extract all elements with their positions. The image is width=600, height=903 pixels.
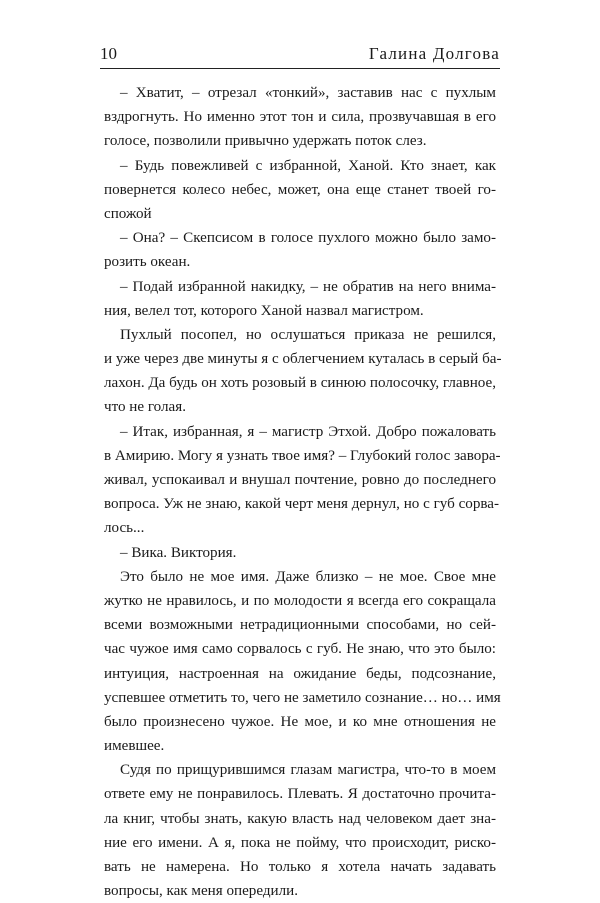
text-line: жутко не нравилось, и по молодости я всегда его сокращала	[104, 592, 496, 609]
text-line: было произнесено чужое. Не мое, и ко мне отношения не	[104, 713, 496, 730]
text-line: вопроса. Уж не знаю, какой черт меня дернул, но с губ сорва-	[104, 496, 500, 513]
text-line: ния, велел тот, которого Ханой назвал магистром.	[104, 302, 424, 319]
text-line: спожой	[104, 205, 152, 222]
text-line: живал, успокаивал и внушал почтение, ровно до последнего	[104, 472, 496, 488]
text-line: и уже через две минуты я с облегчением куталась в серый ба-	[104, 351, 502, 368]
text-line: вопросы, как меня опередили.	[104, 883, 298, 900]
text-line: – Она? – Скепсисом в голосе пухлого можно было замо-	[120, 230, 496, 247]
text-line: – Подай избранной накидку, – не обратив на него внима-	[120, 278, 496, 295]
text-line: лось...	[104, 520, 145, 537]
text-line: – Итак, избранная, я – магистр Этхой. Добро пожаловать	[120, 423, 496, 440]
text-line: ние его имени. А я, пока не пойму, что происходит, риско-	[104, 834, 496, 851]
running-title-author: Галина Долгова	[368, 44, 500, 63]
text-line: розить океан.	[104, 254, 191, 271]
text-line: что не голая.	[104, 399, 186, 416]
page-header	[100, 44, 500, 69]
text-line: Пухлый посопел, но ослушаться приказа не решился,	[120, 326, 496, 343]
text-line: – Вика. Виктория.	[120, 544, 237, 561]
text-line: ответе ему не понравилось. Плевать. Я достаточно прочита-	[104, 786, 496, 803]
text-line: имевшее.	[104, 738, 165, 755]
text-line: Это было не мое имя. Даже близко – не мое. Свое мне	[120, 568, 496, 585]
text-line: всеми возможными нетрадиционными способами, но сей-	[104, 617, 496, 634]
text-line: голосе, позволили привычно удержать поток слез.	[104, 133, 427, 150]
text-line: повернется колесо небес, может, она еще станет твоей го-	[104, 181, 496, 198]
body-text	[104, 81, 502, 903]
text-line: вздрогнуть. Но именно этот тон и сила, прозвучавшая в его	[104, 109, 496, 126]
text-line: в Амирию. Могу я узнать твое имя? – Глубокий голос завора-	[104, 447, 501, 464]
text-line: успевшее отметить то, чего не заметило сознание… но… имя	[104, 689, 501, 706]
text-line: – Хватит, – отрезал «тонкий», заставив нас с пухлым	[120, 85, 496, 101]
text-line: ла книг, чтобы знать, какую власть над человеком дает зна-	[104, 810, 496, 827]
text-line: интуиция, настроенная на ожидание беды, подсознание,	[104, 665, 496, 682]
text-line: вать не намерена. Но только я хотела начать задавать	[104, 859, 496, 875]
page-number: 10	[100, 44, 117, 63]
text-line: час чужое имя само сорвалось с губ. Не знаю, что это было:	[104, 641, 496, 658]
text-line: – Будь повежливей с избранной, Ханой. Кто знает, как	[120, 157, 496, 174]
text-line: Судя по прищурившимся глазам магистра, что-то в моем	[120, 762, 496, 779]
text-line: лахон. Да будь он хоть розовый в синюю полосочку, главное,	[104, 375, 496, 392]
